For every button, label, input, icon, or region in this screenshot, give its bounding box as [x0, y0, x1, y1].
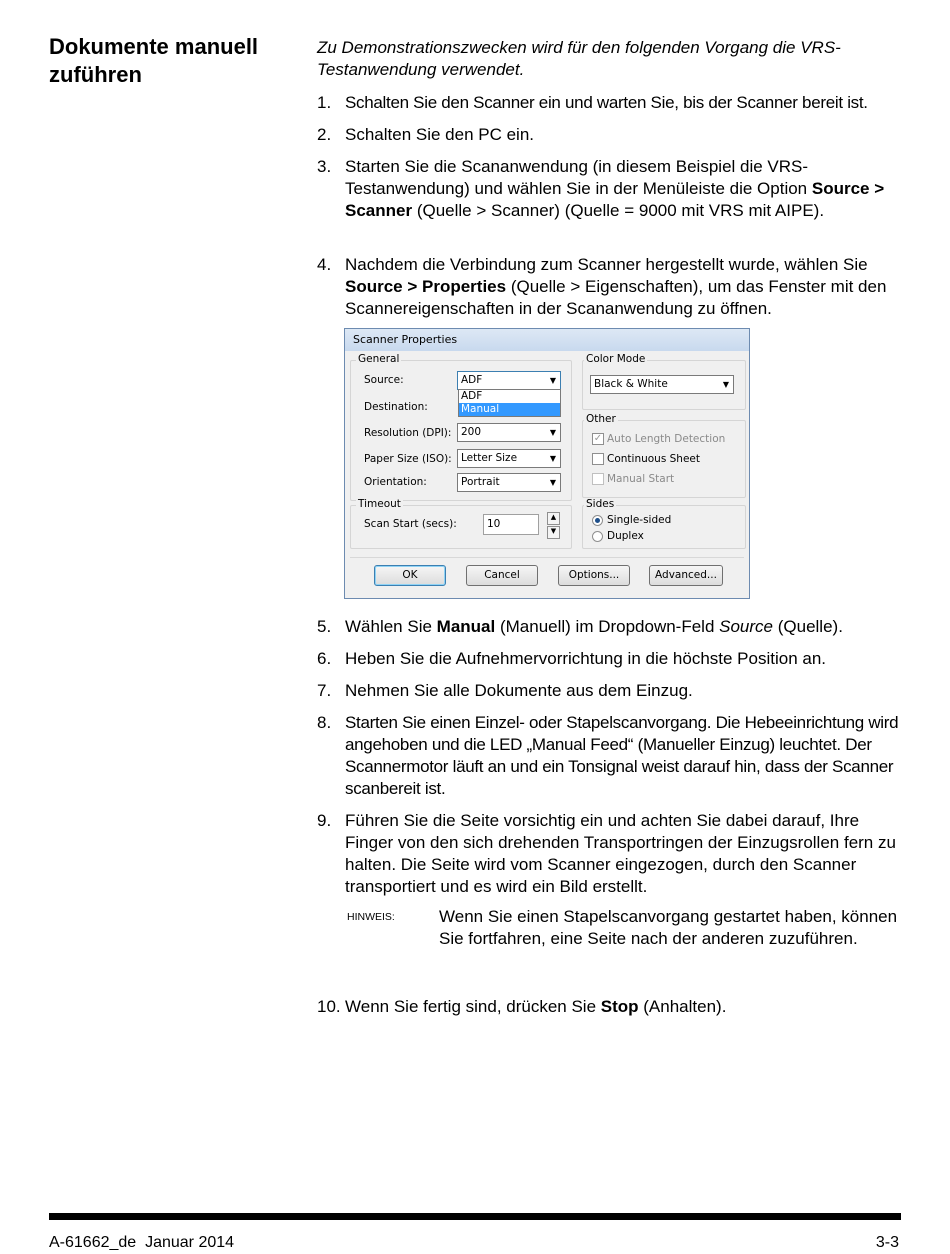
step-text: Wählen Sie	[345, 617, 437, 636]
auto-length-checkbox[interactable]: ✓	[593, 433, 603, 444]
step-1	[317, 92, 907, 114]
color-mode-label: Color Mode	[586, 353, 646, 365]
auto-length-label: Auto Length Detection	[607, 433, 726, 445]
step-number: 4.	[317, 255, 332, 274]
step-number: 3.	[317, 157, 332, 176]
sides-group	[582, 505, 746, 549]
dialog-title: Scanner Properties	[345, 329, 749, 351]
sides-group-label: Sides	[586, 498, 615, 510]
other-group-label: Other	[586, 413, 616, 425]
paper-size-label: Paper Size (ISO):	[364, 453, 452, 465]
step-text: (Quelle > Scanner) (Quelle = 9000 mit VRS mit AIPE).	[412, 201, 825, 220]
source-label: Source:	[364, 374, 404, 386]
duplex-label: Duplex	[607, 530, 644, 542]
step-6	[317, 648, 907, 670]
step-text: Führen Sie die Seite vorsichtig ein und achten Sie dabei darauf, Ihre Finger von den sich drehenden Transportringen der Einzugsrollen fern zu halten. Die Seite wird vom Scanner eingezogen, durch den Scanner transportiert und es wird ein Bild erstellt.	[345, 811, 896, 896]
paper-size-value: Letter Size	[461, 452, 518, 464]
note-text: Wenn Sie einen Stapelscanvorgang gestartet haben, können Sie fortfahren, eine Seite nach der anderen zuzuführen.	[439, 907, 898, 948]
step-text: (Quelle).	[773, 617, 843, 636]
source-value: ADF	[461, 374, 483, 386]
dropdown-arrow-icon: ▼	[549, 428, 556, 437]
step-4	[317, 254, 907, 320]
intro-text: Zu Demonstrationszwecken wird für den folgenden Vorgang die VRS-Testanwendung verwendet.	[317, 38, 841, 79]
step-3	[317, 156, 907, 222]
step-text: Starten Sie die Scananwendung (in diesem Beispiel die VRS-Testanwendung) und wählen Sie in der Menüleiste die Option	[345, 157, 812, 198]
resolution-value: 200	[461, 426, 482, 438]
step-2	[317, 124, 907, 146]
step-text: Nehmen Sie alle Dokumente aus dem Einzug.	[345, 681, 693, 700]
step-number: 5.	[317, 617, 332, 636]
manual-start-checkbox[interactable]	[592, 473, 604, 485]
advanced-button[interactable]: Advanced...	[649, 565, 723, 586]
resolution-label: Resolution (DPI):	[364, 427, 452, 439]
note	[347, 906, 907, 950]
timeout-group-label: Timeout	[358, 498, 401, 510]
step-7	[317, 680, 907, 702]
duplex-radio[interactable]	[592, 531, 603, 542]
step-number: 6.	[317, 649, 332, 668]
step-10	[317, 996, 907, 1018]
source-dropdown[interactable]	[457, 371, 561, 390]
scan-start-label: Scan Start (secs):	[364, 518, 457, 530]
scan-start-value: 10	[487, 518, 501, 530]
resolution-dropdown[interactable]	[457, 423, 561, 442]
step-text: Schalten Sie den Scanner ein und warten Sie, bis der Scanner bereit ist.	[345, 93, 868, 112]
step-number: 9.	[317, 811, 332, 830]
step-text: Heben Sie die Aufnehmervorrichtung in die höchste Position an.	[345, 649, 827, 668]
step-number: 7.	[317, 681, 332, 700]
footer-doc-id: A-61662_de Januar 2014	[49, 1234, 235, 1251]
general-group-label: General	[358, 353, 400, 365]
step-number: 8.	[317, 713, 332, 732]
source-option-manual[interactable]: Manual	[459, 403, 560, 416]
dropdown-arrow-icon: ▼	[549, 454, 556, 463]
step-text: Nachdem die Verbindung zum Scanner hergestellt wurde, wählen Sie	[345, 255, 868, 274]
dropdown-arrow-icon: ▼	[549, 376, 556, 385]
orientation-value: Portrait	[461, 476, 500, 488]
destination-label: Destination:	[364, 401, 428, 413]
spin-up-button[interactable]: ▲	[547, 512, 560, 525]
step-5	[317, 616, 907, 638]
step-text: (Anhalten).	[638, 997, 727, 1016]
options-button[interactable]: Options...	[558, 565, 630, 586]
continuous-sheet-checkbox[interactable]	[592, 453, 604, 465]
spin-down-button[interactable]: ▼	[547, 526, 560, 539]
manual-start-label: Manual Start	[607, 473, 675, 485]
step-8	[317, 712, 907, 800]
option-name: Manual	[436, 617, 496, 636]
scanner-properties-dialog	[344, 328, 750, 599]
scan-start-input[interactable]	[483, 514, 539, 535]
source-dropdown-list	[458, 389, 561, 417]
section-title: Dokumente manuell zuführen	[49, 34, 259, 87]
step-9	[317, 810, 907, 898]
page-number: 3-3	[875, 1234, 899, 1251]
continuous-sheet-label: Continuous Sheet	[607, 453, 700, 465]
source-option-adf[interactable]: ADF	[461, 390, 483, 402]
orientation-dropdown[interactable]	[457, 473, 561, 492]
single-sided-label: Single-sided	[607, 514, 672, 526]
step-text: Wenn Sie fertig sind, drücken Sie	[345, 997, 601, 1016]
ok-button[interactable]: OK	[374, 565, 446, 586]
step-text: Schalten Sie den PC ein.	[345, 125, 535, 144]
step-number: 10.	[317, 997, 341, 1016]
orientation-label: Orientation:	[364, 476, 427, 488]
menu-path: Source > Properties	[345, 277, 507, 296]
step-text: Starten Sie einen Einzel- oder Stapelscanvorgang. Die Hebeeinrichtung wird angehoben und die LED „Manual Feed“ (Manueller Einzug) leuchtet. Der Scannermotor läuft an und ein Tonsignal weist darauf hin, dass der Scanner scanbereit ist.	[345, 713, 899, 798]
single-sided-radio[interactable]	[592, 515, 603, 526]
step-text: (Quelle > Eigenschaften), um das Fenster mit den Scannereigenschaften in der Scananwendung zu öffnen.	[345, 277, 887, 318]
color-mode-value: Black & White	[594, 378, 668, 390]
step-text: (Manuell) im Dropdown-Feld	[495, 617, 720, 636]
button-name: Stop	[600, 997, 639, 1016]
step-number: 2.	[317, 125, 332, 144]
note-label: HINWEIS:	[347, 911, 395, 923]
paper-size-dropdown[interactable]	[457, 449, 561, 468]
step-number: 1.	[317, 93, 332, 112]
cancel-button[interactable]: Cancel	[466, 565, 538, 586]
dropdown-arrow-icon: ▼	[549, 478, 556, 487]
footer-rule	[49, 1213, 901, 1220]
menu-path: Source > Scanner	[345, 179, 885, 220]
dropdown-arrow-icon: ▼	[722, 380, 729, 389]
field-name: Source	[719, 617, 774, 636]
color-mode-dropdown[interactable]	[590, 375, 734, 394]
